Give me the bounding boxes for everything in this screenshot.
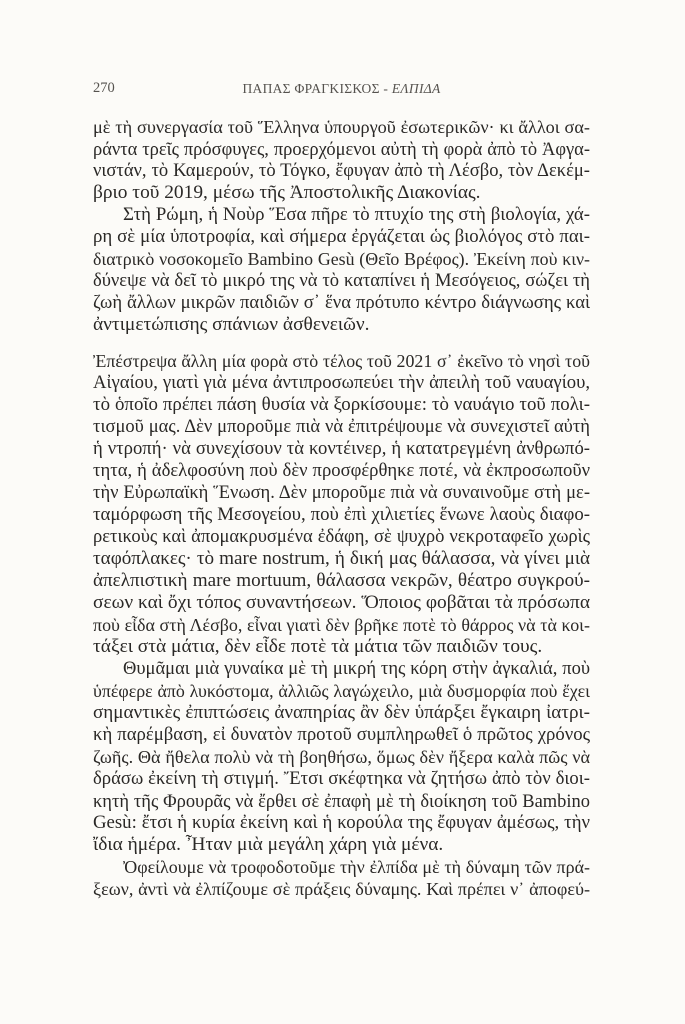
text-line: νιστάν, τὸ Καμερούν, τὸ Τόγκο, ἔφυγαν ἀπὸ τὴ Λέσβο, τὸν Δεκέμ- — [93, 160, 590, 181]
text-line: ταφόπλακες· τὸ mare nostrum, ἡ δική μας θάλασσα, νὰ γίνει μιὰ — [93, 548, 590, 569]
section-gap — [93, 336, 590, 350]
page-number: 270 — [93, 80, 115, 96]
text-line: Θυμᾶμαι μιὰ γυναίκα μὲ τὴ μικρή της κόρη στὴν ἀγκαλιά, ποὺ — [123, 658, 590, 679]
text-line: σεων καὶ ὄχι τόπος συναντήσεων. Ὅποιος φοβᾶται τὰ πρόσωπα — [93, 592, 590, 613]
text-line: ποὺ εἶδα στὴ Λέσβο, εἶναι γιατὶ δὲν βρῆκε ποτὲ τὸ θάρρος νὰ τὰ κοι- — [93, 615, 590, 635]
body-text — [93, 116, 590, 900]
running-header — [93, 80, 590, 100]
text-line: δύνεψε νὰ δεῖ τὸ μικρό της νὰ τὸ καταπίνει ἡ Μεσόγειος, σώζει τὴ — [93, 270, 590, 291]
running-title — [93, 81, 590, 97]
book-title: ΕΛΠΙΔΑ — [391, 81, 441, 96]
text-line: ἡ ντροπή· νὰ συνεχίσουν τὰ κοντέινερ, ἡ κατατρεγμένη ἀνθρωπό- — [93, 438, 590, 459]
text-line: Gesù: ἔτσι ἡ κυρία ἐκείνη καὶ ἡ κορούλα της ἔφυγαν ἀμέσως, τὴν — [93, 812, 590, 833]
text-line: τὸ ὁποῖο πρέπει πάση θυσία νὰ ξορκίσουμε: τὸ ναυάγιο τοῦ πολι- — [93, 394, 590, 415]
text-line: ὑπέφερε ἀπὸ λυκόστομα, ἀλλιῶς λαγώχειλο, μιὰ δυσμορφία ποὺ ἔχει — [93, 681, 590, 701]
text-line: ξεων, ἀντὶ νὰ ἐλπίζουμε σὲ πράξεις δύναμης. Καὶ πρέπει ν᾿ ἀποφεύ- — [93, 879, 590, 899]
paragraph — [93, 350, 590, 658]
text-line: βριο τοῦ 2019, μέσω τῆς Ἀποστολικῆς Διακονίας. — [93, 182, 481, 203]
text-line: ζωῆς. Θὰ ἤθελα πολὺ νὰ τὴ βοηθήσω, ὅμως δὲν ἤξερα καλὰ πῶς νὰ — [93, 747, 590, 767]
text-line: τισμοῦ μας. Δὲν μποροῦμε πιὰ νὰ ἐπιτρέψουμε νὰ συνεχιστεῖ αὐτὴ — [93, 416, 590, 437]
text-line: κητὴ τῆς Φρουρᾶς νὰ ἔρθει σὲ ἐπαφὴ μὲ τὴ διοίκηση τοῦ Bambino — [93, 791, 590, 811]
paragraph — [93, 116, 590, 204]
text-line: κὴ παρέμβαση, εἰ δυνατὸν προτοῦ συμπληρωθεῖ ὁ πρῶτος χρόνος — [93, 724, 590, 745]
text-line: σημαντικὲς ἐπιπτώσεις ἀναπηρίας ἂν δὲν ὑπάρξει ἔγκαιρη ἰατρι- — [93, 702, 590, 723]
paragraph — [93, 204, 590, 336]
paragraph — [93, 658, 590, 856]
text-line: Αἰγαίου, γιατὶ γιὰ μένα ἀντιπροσωπεύει τὴν ἀπειλὴ τοῦ ναυαγίου, — [93, 372, 590, 393]
text-line: τὴν Εὐρωπαϊκὴ Ἕνωση. Δὲν μποροῦμε πιὰ νὰ συναινοῦμε στὴ με- — [93, 482, 590, 503]
text-line: Ὀφείλουμε νὰ τροφοδοτοῦμε τὴν ἐλπίδα μὲ τὴ δύναμη τῶν πρά- — [123, 857, 590, 877]
text-line: τητα, ἡ ἀδελφοσύνη ποὺ δὲν προσφέρθηκε ποτέ, νὰ ἐκπροσωποῦν — [93, 460, 590, 481]
text-line: ἴδια ἡμέρα. Ἦταν μιὰ μεγάλη χάρη γιὰ μένα. — [93, 834, 444, 855]
text-line: Στὴ Ρώμη, ἡ Νοὺρ Ἕσα πῆρε τὸ πτυχίο της στὴ βιολογία, χά- — [123, 204, 590, 225]
text-line: δράσω ἐκείνη τὴ στιγμή. Ἔτσι σκέφτηκα νὰ ζητήσω ἀπὸ τὸν διοι- — [93, 768, 590, 789]
text-line: τάξει στὰ μάτια, δὲν εἶδε ποτὲ τὰ μάτια τῶν παιδιῶν τους. — [93, 636, 543, 657]
text-line: ρετικοὺς καὶ ἀπομακρυσμένα ἐδάφη, σὲ ψυχρὸ νεκροταφεῖο χωρὶς — [93, 526, 590, 547]
text-line: ἀπελπιστικὴ mare mortuum, θάλασσα νεκρῶν, θέατρο συγκρού- — [93, 570, 590, 591]
text-line: ταμόρφωση τῆς Μεσογείου, ποὺ ἐπὶ χιλιετίες ἕνωνε λαοὺς διαφο- — [93, 504, 590, 525]
text-line: διατρικὸ νοσοκομεῖο Bambino Gesù (Θεῖο Βρέφος). Ἐκείνη ποὺ κιν- — [93, 249, 590, 269]
text-line: μὲ τὴ συνεργασία τοῦ Ἕλληνα ὑπουργοῦ ἐσωτερικῶν· κι ἄλλοι σα- — [93, 117, 590, 137]
paragraph — [93, 856, 590, 900]
text-line: ρη σὲ μία ὑποτροφία, καὶ σήμερα ἐργάζεται ὡς βιολόγος στὸ παι- — [93, 226, 590, 247]
text-line: ἀντιμετώπισης σπάνιων ἀσθενειῶν. — [93, 314, 370, 335]
text-line: ράντα τρεῖς πρόσφυγες, προερχόμενοι αὐτὴ τὴ φορὰ ἀπὸ τὸ Ἀφγα- — [93, 139, 590, 159]
text-line: Ἐπέστρεψα ἄλλη μία φορὰ στὸ τέλος τοῦ 2021 σ᾿ ἐκεῖνο τὸ νησὶ τοῦ — [93, 351, 590, 371]
author-name: ΠΑΠΑΣ ΦΡΑΓΚΙΣΚΟΣ - — [242, 81, 389, 96]
text-line: ζωὴ ἄλλων μικρῶν παιδιῶν σ᾿ ἕνα πρότυπο κέντρο διάγνωσης καὶ — [93, 292, 590, 313]
